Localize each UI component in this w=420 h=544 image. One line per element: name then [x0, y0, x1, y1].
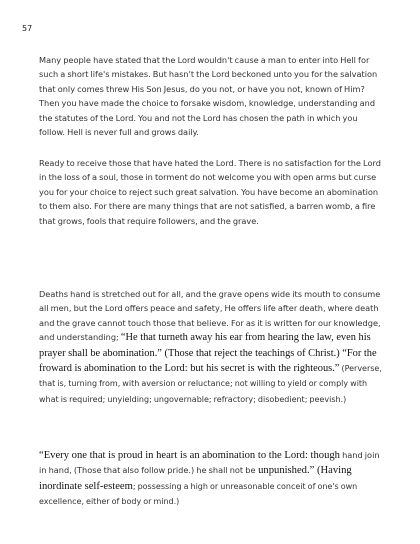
paragraph-2: Ready to receive those that have hated the Lord. There is no satisfaction for the Lord in the loss of a soul, those in torment do not welcome you with open arms but curse you for your choice to reject such great salvation. You have become an abomination to them also. For there are many things that are not satisfied, a barren womb, a fire that grows, fools that require followers, and the grave. [39, 158, 381, 226]
scripture-quote-2: “Every one that is proud in heart is an abomination to the Lord: though [39, 450, 340, 461]
paragraph-3-intro: Deaths hand is stretched out for all, and the grave opens wide its mouth to consume all men, but the Lord offers peace and safety, He offers life after death, where death and the grave cannot touch those that believe. For as it is written for our knowledge, and understanding; [39, 289, 381, 343]
scripture-quote-1: “He that turneth away his ear from hearing the law, even his prayer shall be abomination.” (Those that reject the teachings of Christ.) “For the froward is abomination to the Lord: but his secret is with the righteous.” [39, 332, 377, 375]
paragraph-1: Many people have stated that the Lord wouldn't cause a man to enter into Hell for such a short life's mistakes. But hasn't the Lord beckoned unto you for the salvation that only comes threw His Son Jesus, do you not, or have you not, known of Him? Then you have made the choice to forsake wisdom, knowledge, understanding and the statutes of the Lord. You and not the Lord has chosen the path in which you follow. Hell is never full and grows daily. [39, 55, 378, 138]
paragraph-4-middle: hand join in hand, (Those that also follow pride.) he shall not be [39, 450, 380, 476]
paragraph-4 [39, 448, 383, 510]
paragraph-3 [39, 287, 383, 407]
definition-proud: ; possessing a high or unreasonable conceit of one's own excellence, either of body or mind.) [39, 481, 358, 507]
scripture-quote-2-end: unpunished.” (Having inordinate self-esteem [39, 465, 352, 492]
definition-froward: (Perverse, that is, turning from, with aversion or reluctance; not willing to yield or comply with what is required; unyielding; ungovernable; refractory; disobedient; peevish.) [39, 364, 382, 404]
page-number: 57 [22, 24, 33, 33]
